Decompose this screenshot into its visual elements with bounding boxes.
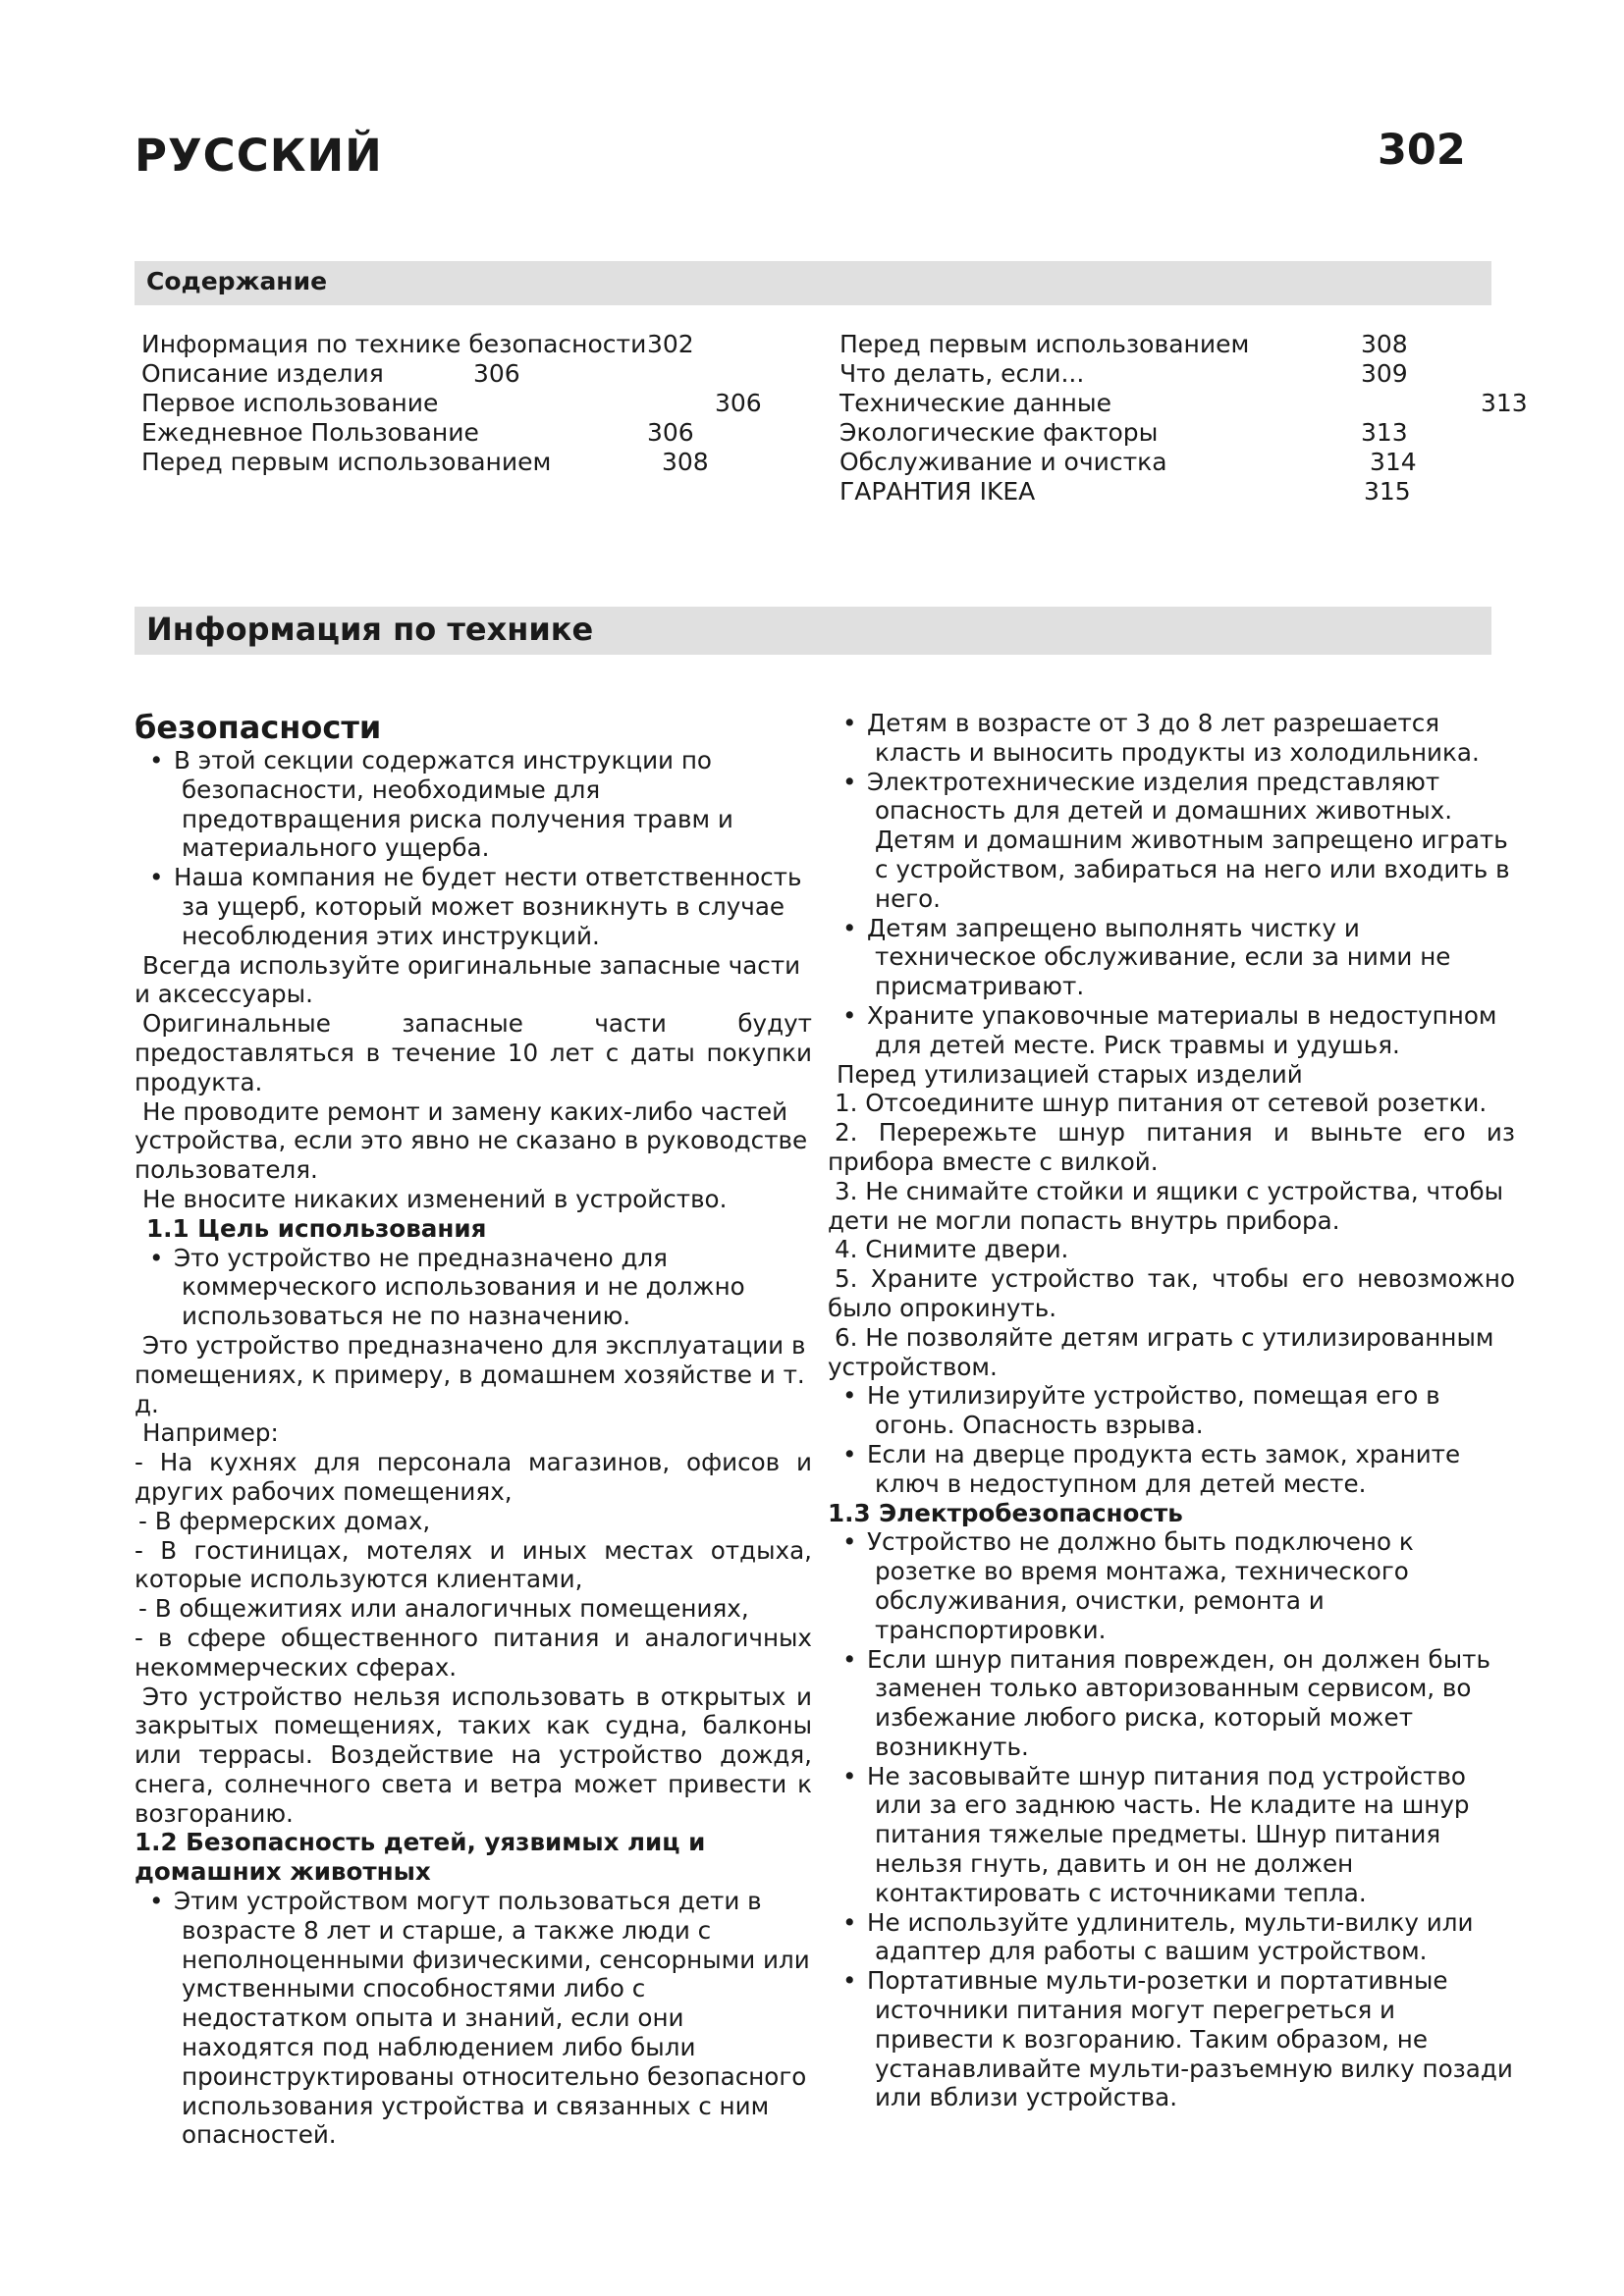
toc-entry-page: 306 <box>715 389 762 417</box>
toc-entry-label: Ежедневное Пользование <box>141 418 479 447</box>
list-item: • Портативные мульти-розетки и портативные источники питания могут перегреться и привести к возгоранию. Таким образом, не устанавливайте мульти-разъемную вилку позади или вблизи устройства. <box>828 1966 1515 2112</box>
subheading: 1.3 Электробезопасность <box>828 1498 1183 1527</box>
list-item: • Этим устройством могут пользоваться дети в возрасте 8 лет и старше, а также люди с неполноценными физическими, сенсорными или умственными способностями либо с недостатком опыта и знаний, если они находятся под наблюдением либо были проинструктированы относительно безопасного использования устройства и связанных с ним опасностей. <box>135 1887 812 2150</box>
paragraph: Не проводите ремонт и замену каких-либо частей устройства, если это явно не сказано в руководстве пользователя. <box>135 1096 808 1185</box>
toc-entry-page: 309 <box>1361 359 1408 388</box>
paragraph: 1. Отсоедините шнур питания от сетевой розетки. <box>835 1089 1488 1118</box>
subheading: 1.2 Безопасность детей, уязвимых лиц и домашних животных <box>135 1828 706 1887</box>
toc-entry-label: Обслуживание и очистка <box>839 448 1167 476</box>
toc-entry-page: 302 <box>647 330 694 358</box>
toc-entry-label: Информация по технике безопасности <box>141 330 647 358</box>
list-item: • Детям запрещено выполнять чистку и техническое обслуживание, если за ними не присматривают. <box>828 914 1515 1001</box>
toc-entry-label: Технические данные <box>839 389 1112 417</box>
paragraph: - В общежитиях или аналогичных помещениях, <box>138 1594 749 1624</box>
right-column <box>828 709 1515 2112</box>
paragraph: Это устройство нельзя использовать в открытых и закрытых помещениях, таких как судна, балконы или террасы. Воздействие на устройство дождя, снега, солнечного света и ветра может привести к возгоранию. <box>135 1682 812 1828</box>
toc-entry-page: 308 <box>1361 330 1408 358</box>
list-item: • Устройство не должно быть подключено к розетке во время монтажа, технического обслуживания, очистки, ремонта и транспортировки. <box>828 1527 1515 1644</box>
toc-entry-label: Перед первым использованием <box>839 330 1250 358</box>
toc-entry-label: Первое использование <box>141 389 439 417</box>
toc-entry-page: 313 <box>1361 418 1408 447</box>
paragraph: 4. Снимите двери. <box>835 1235 1069 1264</box>
list-item: • Если на дверце продукта есть замок, храните ключ в недоступном для детей месте. <box>828 1440 1515 1499</box>
list-item: • Не утилизируйте устройство, помещая его в огонь. Опасность взрыва. <box>828 1381 1515 1440</box>
list-item: • В этой секции содержатся инструкции по безопасности, необходимые для предотвращения риска получения травм и материального ущерба. <box>135 746 812 863</box>
section-title-continued: безопасности <box>135 709 382 746</box>
language-title: РУССКИЙ <box>135 130 383 182</box>
list-item: • Электротехнические изделия представляют опасность для детей и домашних животных. Детям и домашним животным запрещено играть с устройством, забираться на него или входить в него. <box>828 768 1515 914</box>
list-item: • Если шнур питания поврежден, он должен быть заменен только авторизованным сервисом, во избежание любого риска, который может возникнуть. <box>828 1645 1515 1762</box>
section-header-bar <box>135 607 1491 655</box>
toc-entry-label: Перед первым использованием <box>141 448 552 476</box>
toc-entry-label: Экологические факторы <box>839 418 1159 447</box>
list-item: • Наша компания не будет нести ответственность за ущерб, который может возникнуть в случае несоблюдения этих инструкций. <box>135 863 812 950</box>
toc-entry-page: 314 <box>1370 448 1417 476</box>
list-item: • Детям в возрасте от 3 до 8 лет разрешается класть и выносить продукты из холодильника. <box>828 709 1515 768</box>
toc-entry-page: 306 <box>647 418 694 447</box>
subheading: 1.1 Цель использования <box>146 1213 487 1243</box>
paragraph: 6. Не позволяйте детям играть с утилизированным устройством. <box>828 1322 1494 1381</box>
left-column <box>135 709 812 2150</box>
paragraph: Не вносите никаких изменений в устройство. <box>142 1184 728 1213</box>
toc-entry-label: Описание изделия <box>141 359 384 388</box>
toc-entry-page: 308 <box>662 448 709 476</box>
paragraph: 2. Перережьте шнур питания и выньте его из прибора вместе с вилкой. <box>828 1118 1515 1176</box>
paragraph: Это устройство предназначено для эксплуатации в помещениях, к примеру, в домашнем хозяйстве и т. д. <box>135 1330 806 1418</box>
toc-header-bar <box>135 261 1491 305</box>
list-item: • Не используйте удлинитель, мульти-вилку или адаптер для работы с вашим устройством. <box>828 1908 1515 1967</box>
toc-entry-label: Что делать, если... <box>839 359 1085 388</box>
toc-title: Содержание <box>146 267 328 295</box>
list-item: • Это устройство не предназначено для коммерческого использования и не должно использоваться не по назначению. <box>135 1244 812 1331</box>
list-item: • Храните упаковочные материалы в недоступном для детей месте. Риск травмы и удушья. <box>828 1001 1515 1060</box>
toc-entry-page: 315 <box>1364 477 1411 506</box>
paragraph: 5. Храните устройство так, чтобы его невозможно было опрокинуть. <box>828 1264 1515 1322</box>
toc-entry-page: 306 <box>473 359 520 388</box>
paragraph: - На кухнях для персонала магазинов, офисов и других рабочих помещениях, <box>135 1448 812 1506</box>
page-number: 302 <box>1378 126 1466 175</box>
paragraph: Оригинальные запасные части будут предоставляться в течение 10 лет с даты покупки продукта. <box>135 1009 812 1096</box>
toc-entry-page: 313 <box>1481 389 1528 417</box>
section-title: Информация по технике <box>146 611 594 648</box>
paragraph: - В фермерских домах, <box>138 1506 431 1535</box>
paragraph: - в сфере общественного питания и аналогичных некоммерческих сферах. <box>135 1623 812 1682</box>
toc-entry-label: ГАРАНТИЯ IKEA <box>839 477 1036 506</box>
paragraph: Например: <box>142 1418 279 1448</box>
list-item: • Не засовывайте шнур питания под устройство или за его заднюю часть. Не кладите на шнур питания тяжелые предметы. Шнур питания нельзя гнуть, давить и он не должен контактировать с источниками тепла. <box>828 1762 1515 1908</box>
paragraph: 3. Не снимайте стойки и ящики с устройства, чтобы дети не могли попасть внутрь прибора. <box>828 1176 1504 1235</box>
paragraph: - В гостиницах, мотелях и иных местах отдыха, которые используются клиентами, <box>135 1535 812 1594</box>
paragraph: Всегда используйте оригинальные запасные части и аксессуары. <box>135 950 801 1009</box>
paragraph: Перед утилизацией старых изделий <box>837 1059 1303 1089</box>
